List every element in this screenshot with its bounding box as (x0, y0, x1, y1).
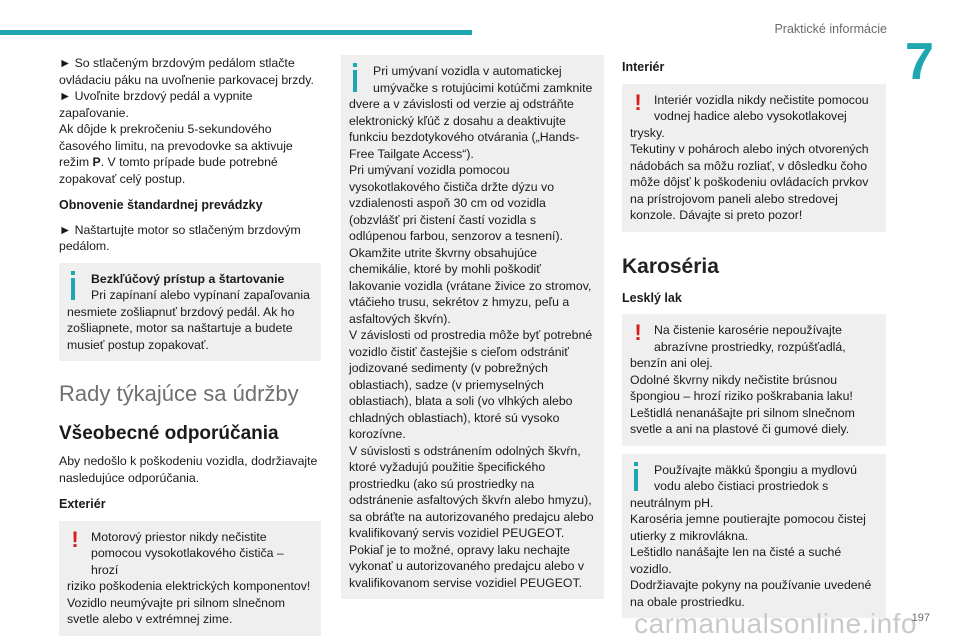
warning-exclamation-icon: ! (71, 526, 79, 552)
warning-box-interior: ! Interiér vozidla nikdy nečistite pomocou vodnej hadice alebo vysokotlakovej trysky. Tekutiny v pohároch alebo iných otvorených nádobách sa môžu rozliať, v dôsledku čoho môže dôjsť k poškodeniu ovládacích prvkov na prístrojovom paneli alebo stredovej konzole. Dávajte si preto pozor! (622, 84, 886, 232)
watermark: carmanualsonline.info (634, 608, 917, 639)
step-start-engine: ► Naštartujte motor so stlačeným brzdovým pedálom. (59, 222, 301, 253)
subheading-restore: Obnovenie štandardnej prevádzky (59, 198, 263, 212)
subheading-exterior: Exteriér (59, 497, 106, 511)
running-header: Praktické informácie (774, 22, 887, 36)
info-box-line1: Pri zapínaní alebo vypínaní zapaľovania (91, 288, 310, 302)
step-switch-off: ► Uvoľnite brzdový pedál a vypnite zapaľovanie. (59, 89, 253, 120)
warning-exclamation-icon: ! (634, 320, 642, 345)
info-box-car-wash: Pri umývaní vozidla v automatickej umývačke s rotujúcimi kotúčmi zamknite dvere a v závislosti od verzie aj odstráňte elektronický kľúč z dosahu a deaktivujte funkciu bezdotykového otvárania („Hands-Free Tailgate Access“). Pri umývaní vozidla pomocou vysokotlakového čističa držte dýzu vo vzdialenosti aspoň 30 cm od vozidla (obzvlášť pri čistení častí vozidla s odlúpenou farbou, senzorov a tesnení). Okamžite utrite škvrny obsahujúce chemikálie, ktoré by mohli poškodiť lakovanie vozidla (vrátane živice zo stromov, vtáčieho trusu, sekrétov z hmyzu, peľu a asfaltových škvŕn). V závislosti od prostredia môže byť potrebné vozidlo čistiť častejšie s cieľom odstrániť jodizované sedimenty (v pobrežných oblastiach), sadze (v priemyselných oblastiach), blata a soli (vo vlhkých alebo chladných oblastiach), ktoré sú vysoko korozívne. V súvislosti s odstránením odolných škvŕn, ktoré vyžadujú použitie špecifického prostriedku (ako sú prostriedky na odstránenie asfaltových škvŕn alebo hmyzu), sa obráťte na autorizovaného predajcu alebo kvalifikovaný servis vozidiel PEUGEOT. Pokiaľ je to možné, opravy laku nechajte vykonať u autorizovaného predajcu alebo v kvalifikovanom servise vozidiel PEUGEOT. (341, 55, 604, 599)
chapter-number: 7 (905, 33, 934, 91)
step-release-brake: ► So stlačeným brzdovým pedálom stlačte ovládaciu páku na uvoľnenie parkovacej brzdy. (59, 56, 314, 87)
subheading-gloss-paint: Lesklý lak (622, 290, 682, 305)
info-box-title: Bezkľúčový prístup a štartovanie (91, 271, 285, 286)
section-title-bodywork: Karoséria (622, 254, 719, 278)
timeout-paragraph: Ak dôjde k prekročeniu 5-sekundového časového limitu, na prevodovke sa aktivuje režim P. V tomto prípade bude potrebné zopakovať celý postup. (59, 122, 293, 186)
column-right (622, 55, 886, 626)
info-box-keyless (59, 263, 321, 362)
subheading-interior: Interiér (622, 60, 665, 74)
info-icon (66, 271, 84, 303)
section-title-maintenance: Rady týkajúce sa údržby (59, 381, 299, 406)
warning-exclamation-icon: ! (634, 89, 642, 115)
page-number: 197 (911, 612, 930, 624)
info-box-body: dvere a v závislosti od verzie aj odstráňte elektronický kľúč z dosahu a deaktivujte funkciu bezdotykového otvárania („Hands-Free Tailgate Access“). Pri umývaní vozidla pomocou vysokotlakového čističa držte dýzu vo vzdialenosti aspoň 30 cm od vozidla (obzvlášť pri čistení častí vozidla s odlúpenou farbou, senzorov a tesnení). Okamžite utrite škvrny obsahujúce chemikálie, ktoré by mohli poškodiť lakovanie vozidla (vrátane živice zo stromov, vtáčieho trusu, sekrétov z hmyzu, peľu a asfaltových škvŕn). V závislosti od prostredia môže byť potrebné vozidlo čistiť častejšie s cieľom odstrániť jodizované sedimenty (v pobrežných oblastiach), sadze (v priemyselných oblastiach), blata a soli (vo vlhkých alebo chladných oblastiach), ktoré sú vysoko korozívne. V súvislosti s odstránením odolných škvŕn, ktoré vyžadujú použitie špecifického prostriedku (ako sú prostriedky na odstránenie asfaltových škvŕn alebo hmyzu), sa obráťte na autorizovaného predajcu alebo kvalifikovaný servis vozidiel PEUGEOT. Pokiaľ je to možné, opravy laku nechajte vykonať u autorizovaného predajcu alebo v kvalifikovanom servise vozidiel PEUGEOT. (349, 97, 594, 590)
info-box-body: nesmiete zošliapnuť brzdový pedál. Ak ho zošliapnete, motor sa naštartuje a budete musieť postup zopakovať. (67, 304, 295, 352)
column-left (59, 55, 321, 644)
header-accent-bar (0, 30, 472, 35)
info-icon (348, 63, 366, 95)
column-middle (341, 55, 604, 607)
intro-paragraph: Aby nedošlo k poškodeniu vozidla, dodržiavajte nasledujúce odporúčania. (59, 454, 318, 485)
heading-general-recommendations: Všeobecné odporúčania (59, 423, 279, 444)
warning-box-engine: ! Motorový priestor nikdy nečistite pomocou vysokotlakového čističa – hrozí riziko poškodenia elektrických komponentov! Vozidlo neumývajte pri silnom slnečnom svetle alebo v extrémnej zime. (59, 521, 321, 636)
warning-box-bodywork: ! Na čistenie karosérie nepoužívajte abrazívne prostriedky, rozpúšťadlá, benzín ani olej. Odolné škvrny nikdy nečistite brúsnou špongiou – hrozí riziko poškrabania laku! Leštidlá nenanášajte pri silnom slnečnom svetle a ani na plastové či gumové diely. (622, 314, 886, 446)
info-box-sponge: Používajte mäkkú špongiu a mydlovú vodu alebo čistiaci prostriedok s neutrálnym pH. Karoséria jemne poutierajte pomocou čistej utierky z mikrovlákna. Leštidlo nanášajte len na čisté a suché vozidlo. Dodržiavajte pokyny na používanie uvedené na obale prostriedku. (622, 454, 886, 619)
info-icon (629, 462, 647, 494)
